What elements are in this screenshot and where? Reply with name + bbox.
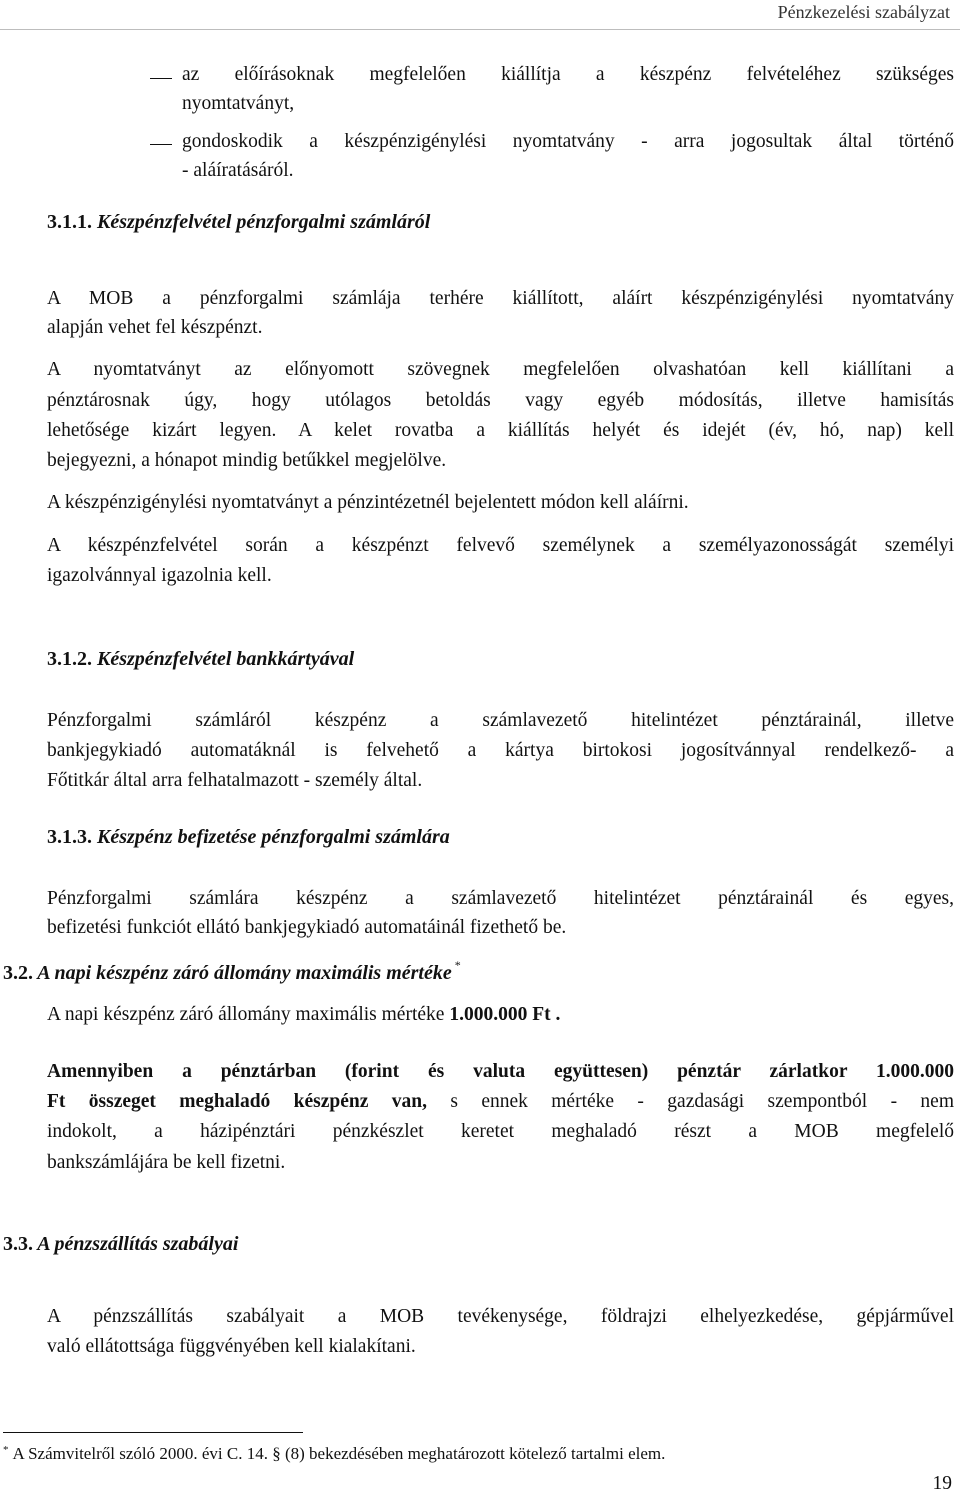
paragraph-line	[47, 1000, 954, 1029]
section-3-1-3-heading	[47, 826, 450, 849]
paragraph-line: lehetősége kizárt legyen. A kelet rovatba a kiállítás helyét és idejét (év, hó, nap) kell	[47, 420, 954, 441]
paragraph-line	[47, 1087, 954, 1116]
paragraph-line: A pénzszállítás szabályait a MOB tevékenysége, földrajzi elhelyezkedése, gépjárművel	[47, 1306, 954, 1327]
paragraph-line: A készpénzigénylési nyomtatványt a pénzintézetnél bejelentett módon kell aláírni.	[47, 492, 689, 513]
section-3-3-heading	[3, 1233, 238, 1256]
section-number: 3.1.1.	[47, 211, 92, 233]
bullet-1-line1: az előírásoknak megfelelően kiállítja a készpénz felvételéhez szükséges	[182, 64, 954, 85]
paragraph-line: A nyomtatványt az előnyomott szövegnek megfelelően olvashatóan kell kiállítani a	[47, 359, 954, 380]
max-amount-text: A napi készpénz záró állomány maximális mértéke	[47, 1004, 445, 1025]
page-number: 19	[932, 1473, 952, 1494]
paragraph-line: való ellátottsága függvényében kell kialakítani.	[47, 1336, 416, 1357]
bullet-2-line2: - aláíratásáról.	[182, 160, 294, 181]
paragraph-line: Pénzforgalmi számláról készpénz a számlavezető hitelintézet pénztárainál, illetve	[47, 710, 954, 731]
paragraph-line: bankszámlájára be kell fizetni.	[47, 1152, 286, 1173]
regular-text: s ennek mértéke - gazdasági szempontból - nem	[450, 1091, 955, 1112]
section-number: 3.1.3.	[47, 826, 92, 848]
paragraph-line: indokolt, a házipénztári pénzkészlet keretet meghaladó részt a MOB megfelelő	[47, 1121, 954, 1142]
section-title: Készpénzfelvétel pénzforgalmi számláról	[97, 211, 431, 233]
section-number: 3.2.	[3, 962, 33, 984]
max-amount-value: 1.000.000 Ft .	[449, 1004, 561, 1025]
bold-text: Amennyiben a pénztárban (forint és valuta együttesen) pénztár zárlatkor 1.000.000	[47, 1061, 954, 1082]
bullet-2-line1: gondoskodik a készpénzigénylési nyomtatvány - arra jogosultak által történő	[182, 131, 954, 152]
bold-text: Ft összeget meghaladó készpénz van,	[47, 1091, 427, 1112]
paragraph-line: bankjegykiadó automatáknál is felvehető a kártya birtokosi jogosítvánnyal rendelkező- a	[47, 740, 954, 761]
page-header-title: Pénzkezelési szabályzat	[777, 2, 950, 22]
bullet-1-line2: nyomtatványt,	[182, 93, 295, 114]
dash-bullet-icon	[150, 78, 172, 79]
footnote-divider	[3, 1432, 303, 1433]
paragraph-line: befizetési funkciót ellátó bankjegykiadó automatáinál fizethető be.	[47, 917, 567, 938]
section-number: 3.3.	[3, 1233, 33, 1255]
footnote-mark: *	[3, 1444, 9, 1456]
paragraph-line: A készpénzfelvétel során a készpénzt felvevő személynek a személyazonosságát személyi	[47, 535, 954, 556]
paragraph-line: A MOB a pénzforgalmi számlája terhére kiállított, aláírt készpénzigénylési nyomtatvány	[47, 288, 954, 309]
section-3-1-2-heading	[47, 648, 354, 671]
paragraph-line: pénztárosnak úgy, hogy utólagos betoldás vagy egyéb módosítás, illetve hamisítás	[47, 390, 954, 411]
header-divider	[0, 29, 960, 30]
paragraph-line: bejegyezni, a hónapot mindig betűkkel megjelölve.	[47, 450, 447, 471]
footnote-ref-mark: *	[454, 958, 461, 972]
paragraph-line: Pénzforgalmi számlára készpénz a számlavezető hitelintézet pénztárainál és egyes,	[47, 888, 954, 909]
section-number: 3.1.2.	[47, 648, 92, 670]
footnote-text: A Számvitelről szóló 2000. évi C. 14. § (8) bekezdésében meghatározott kötelező tartalmi elem.	[12, 1444, 666, 1463]
section-3-2-heading	[3, 958, 461, 985]
section-title: Készpénzfelvétel bankkártyával	[97, 648, 355, 670]
dash-bullet-icon	[150, 144, 172, 145]
section-title: A pénzszállítás szabályai	[37, 1233, 239, 1255]
footnote	[3, 1444, 665, 1464]
paragraph-line	[47, 1057, 954, 1086]
section-3-1-1-heading	[47, 211, 430, 234]
section-title: Készpénz befizetése pénzforgalmi számlára	[97, 826, 450, 848]
paragraph-line: alapján vehet fel készpénzt.	[47, 317, 263, 338]
paragraph-line: igazolvánnyal igazolnia kell.	[47, 565, 272, 586]
paragraph-line: Főtitkár által arra felhatalmazott - személy által.	[47, 770, 423, 791]
section-title: A napi készpénz záró állomány maximális mértéke	[37, 962, 452, 984]
